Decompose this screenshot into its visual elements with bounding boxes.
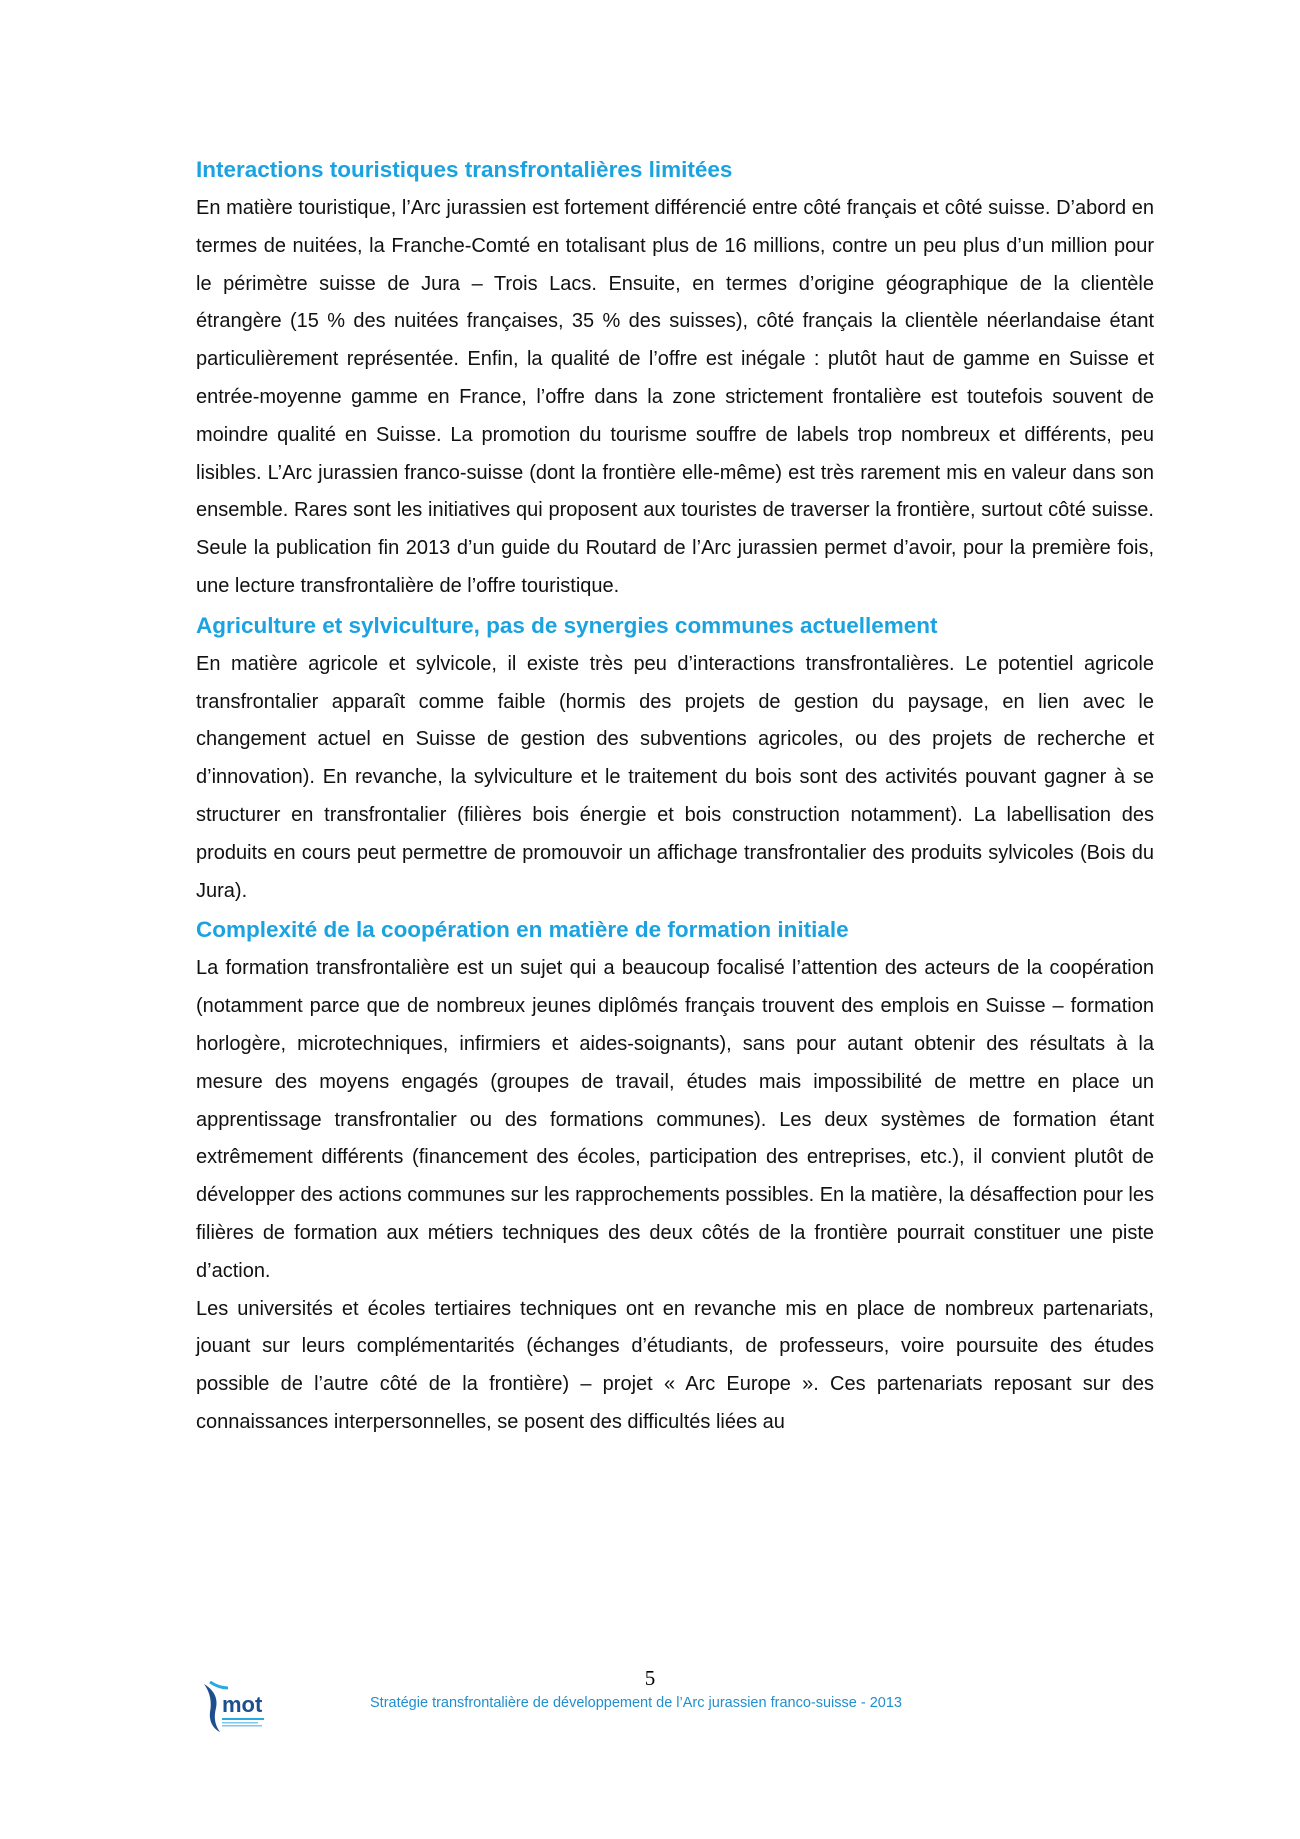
section-heading-agriculture: Agriculture et sylviculture, pas de synergies communes actuellement bbox=[196, 612, 938, 638]
section-heading-training: Complexité de la coopération en matière de formation initiale bbox=[196, 917, 849, 943]
svg-text:mot: mot bbox=[222, 1692, 263, 1717]
page-number: 5 bbox=[644, 1666, 656, 1690]
paragraph-tourism: En matière touristique, l’Arc jurassien est fortement différencié entre côté français et côté suisse. D’abord en termes de nuitées, la Franche-Comté en totalisant plus de 16 millions, contre un peu plus d’un million pour le périmètre suisse de Jura – Trois Lacs. Ensuite, en termes d’origine géographique de la clientèle étrangère (15 % des nuitées françaises, 35 % des suisses), côté français la clientèle néerlandaise étant particulièrement représentée. Enfin, la qualité de l’offre est inégale : plutôt haut de gamme en Suisse et entrée-moyenne gamme en France, l’offre dans la zone strictement frontalière est toutefois souvent de moindre qualité en Suisse. La promotion du tourisme souffre de labels trop nombreux et différents, peu lisibles. L’Arc jurassien franco-suisse (dont la frontière elle-même) est très rarement mis en valeur dans son ensemble. Rares sont les initiatives qui proposent aux touristes de traverser la frontière, surtout côté suisse. Seule la publication fin 2013 d’un guide du Routard de l’Arc jurassien permet d’avoir, pour la première fois, une lecture transfrontalière de l’offre touristique. bbox=[196, 197, 1154, 597]
paragraph-training-2: Les universités et écoles tertiaires techniques ont en revanche mis en place de nombreux partenariats, jouant sur leurs complémentarités (échanges d’étudiants, de professeurs, voire poursuite des études possible de l’autre côté de la frontière) – projet « Arc Europe ». Ces partenariats reposant sur des connaissances interpersonnelles, se posent des difficultés liées au bbox=[196, 1297, 1154, 1433]
document-body bbox=[196, 150, 1154, 1442]
mot-logo-icon bbox=[200, 1678, 276, 1734]
paragraph-training-1: La formation transfrontalière est un sujet qui a beaucoup focalisé l’attention des acteurs de la coopération (notamment parce que de nombreux jeunes diplômés français trouvent des emplois en Suisse – formation horlogère, microtechniques, infirmiers et aides-soignants), sans pour autant obtenir des résultats à la mesure des moyens engagés (groupes de travail, études mais impossibilité de mettre en place un apprentissage transfrontalier ou des formations communes). Les deux systèmes de formation étant extrêmement différents (financement des écoles, participation des entreprises, etc.), il convient plutôt de développer des actions communes sur les rapprochements possibles. En la matière, la désaffection pour les filières de formation aux métiers techniques des deux côtés de la frontière pourrait constituer une piste d’action. bbox=[196, 957, 1154, 1282]
section-heading-tourism: Interactions touristiques transfrontalières limitées bbox=[196, 157, 733, 182]
paragraph-agriculture: En matière agricole et sylvicole, il existe très peu d’interactions transfrontalières. Le potentiel agricole transfrontalier apparaît comme faible (hormis des projets de gestion du paysage, en lien avec le changement actuel en Suisse de gestion des subventions agricoles, ou des projets de recherche et d’innovation). En revanche, la sylviculture et le traitement du bois sont des activités pouvant gagner à se structurer en transfrontalier (filières bois énergie et bois construction notamment). La labellisation des produits en cours peut permettre de promouvoir un affichage transfrontalier des produits sylvicoles (Bois du Jura). bbox=[196, 652, 1154, 902]
footer-caption: Stratégie transfrontalière de développement de l’Arc jurassien franco-suisse - 2013 bbox=[370, 1695, 902, 1711]
